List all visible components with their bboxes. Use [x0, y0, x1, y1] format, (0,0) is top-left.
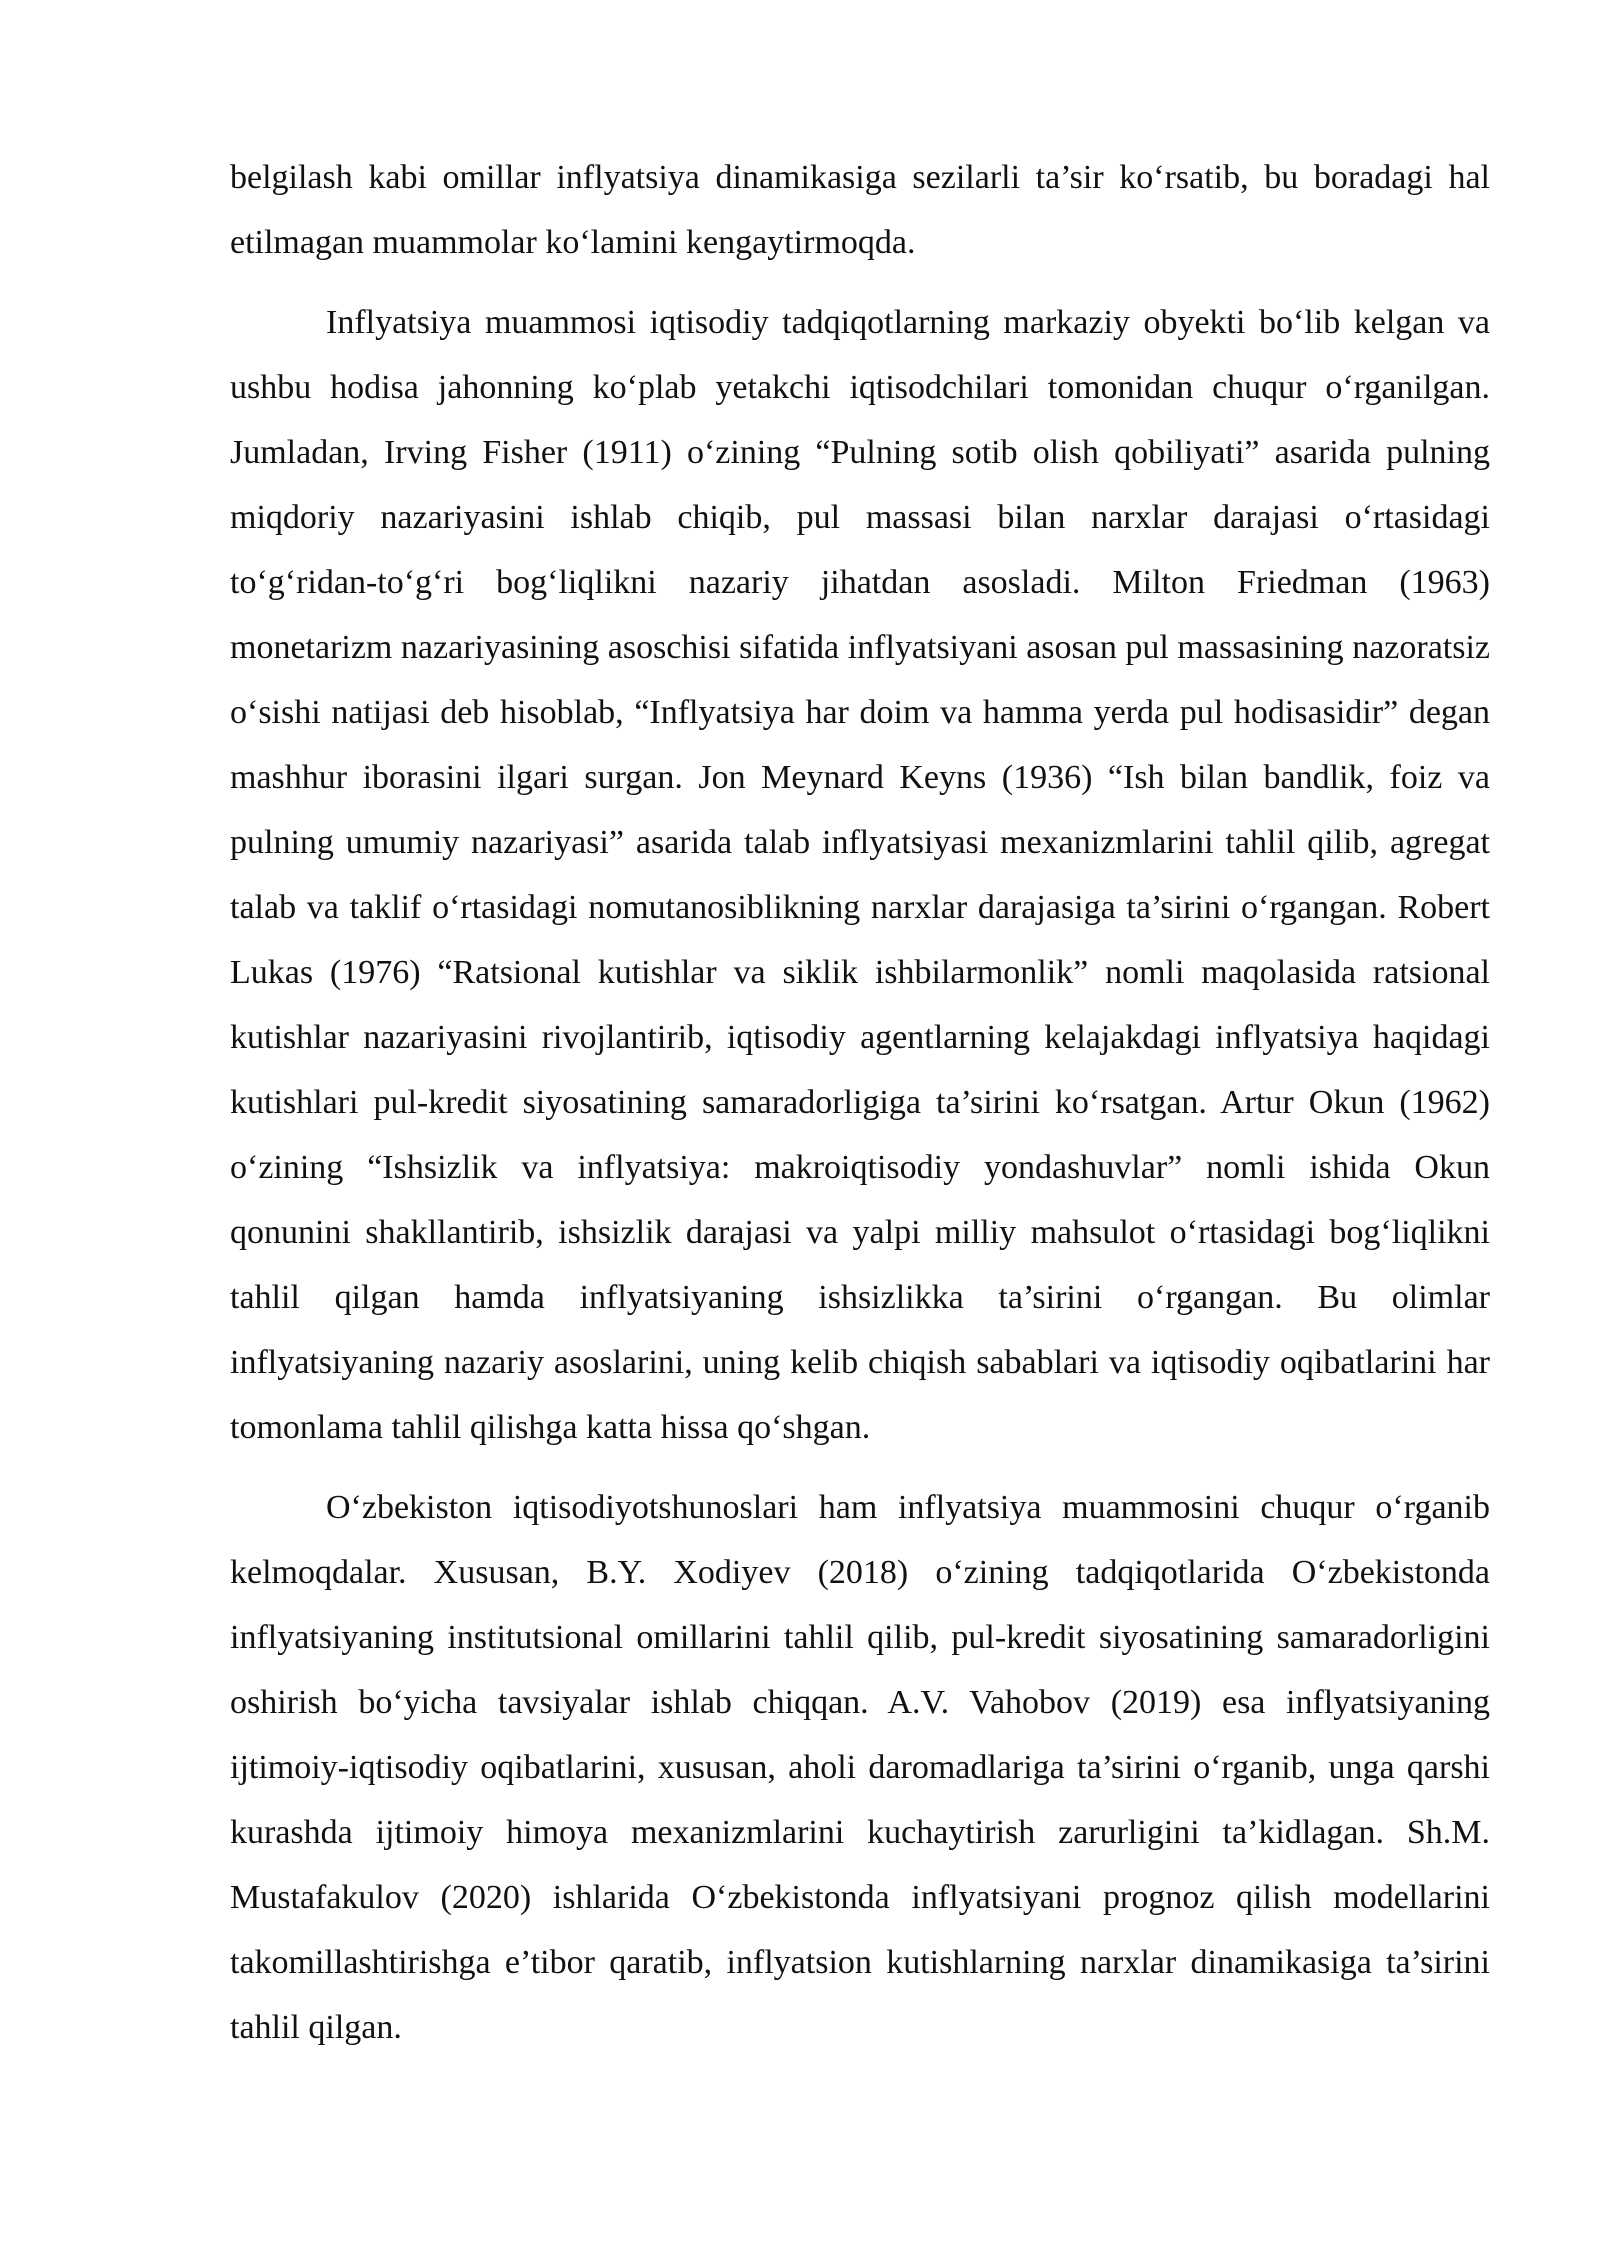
paragraph-continuation: belgilash kabi omillar inflyatsiya dinamikasiga sezilarli ta’sir ko‘rsatib, bu boradagi hal etilmagan muammolar ko‘lamini kengaytirmoqda.: [230, 159, 1490, 261]
document-page: [230, 145, 1490, 2060]
paragraph-uzbek-economists: O‘zbekiston iqtisodiyotshunoslari ham inflyatsiya muammosini chuqur o‘rganib kelmoqdalar. Xususan, B.Y. Xodiyev (2018) o‘zining tadqiqotlarida O‘zbekistonda inflyatsiyaning institutsional omillarini tahlil qilib, pul-kredit siyosatining samaradorligini oshirish bo‘yicha tavsiyalar ishlab chiqqan. A.V. Vahobov (2019) esa inflyatsiyaning ijtimoiy-iqtisodiy oqibatlarini, xususan, aholi daromadlariga ta’sirini o‘rganib, unga qarshi kurashda ijtimoiy himoya mexanizmlarini kuchaytirish zarurligini ta’kidlagan. Sh.M. Mustafakulov (2020) ishlarida O‘zbekistonda inflyatsiyani prognoz qilish modellarini takomillashtirishga e’tibor qaratib, inflyatsion kutishlarning narxlar dinamikasiga ta’sirini tahlil qilgan.: [230, 1489, 1490, 2046]
paragraph-world-economists: Inflyatsiya muammosi iqtisodiy tadqiqotlarning markaziy obyekti bo‘lib kelgan va ushbu hodisa jahonning ko‘plab yetakchi iqtisodchilari tomonidan chuqur o‘rganilgan. Jumladan, Irving Fisher (1911) o‘zining “Pulning sotib olish qobiliyati” asarida pulning miqdoriy nazariyasini ishlab chiqib, pul massasi bilan narxlar darajasi o‘rtasidagi to‘g‘ridan-to‘g‘ri bog‘liqlikni nazariy jihatdan asosladi. Milton Friedman (1963) monetarizm nazariyasining asoschisi sifatida inflyatsiyani asosan pul massasining nazoratsiz o‘sishi natijasi deb hisoblab, “Inflyatsiya har doim va hamma yerda pul hodisasidir” degan mashhur iborasini ilgari surgan. Jon Meynard Keyns (1936) “Ish bilan bandlik, foiz va pulning umumiy nazariyasi” asarida talab inflyatsiyasi mexanizmlarini tahlil qilib, agregat talab va taklif o‘rtasidagi nomutanosiblikning narxlar darajasiga ta’sirini o‘rgangan. Robert Lukas (1976) “Ratsional kutishlar va siklik ishbilarmonlik” nomli maqolasida ratsional kutishlar nazariyasini rivojlantirib, iqtisodiy agentlarning kelajakdagi inflyatsiya haqidagi kutishlari pul-kredit siyosatining samaradorligiga ta’sirini ko‘rsatgan. Artur Okun (1962) o‘zining “Ishsizlik va inflyatsiya: makroiqtisodiy yondashuvlar” nomli ishida Okun qonunini shakllantirib, ishsizlik darajasi va yalpi milliy mahsulot o‘rtasidagi bog‘liqlikni tahlil qilgan hamda inflyatsiyaning ishsizlikka ta’sirini o‘rgangan. Bu olimlar inflyatsiyaning nazariy asoslarini, uning kelib chiqish sabablari va iqtisodiy oqibatlarini har tomonlama tahlil qilishga katta hissa qo‘shgan.: [230, 304, 1490, 1446]
